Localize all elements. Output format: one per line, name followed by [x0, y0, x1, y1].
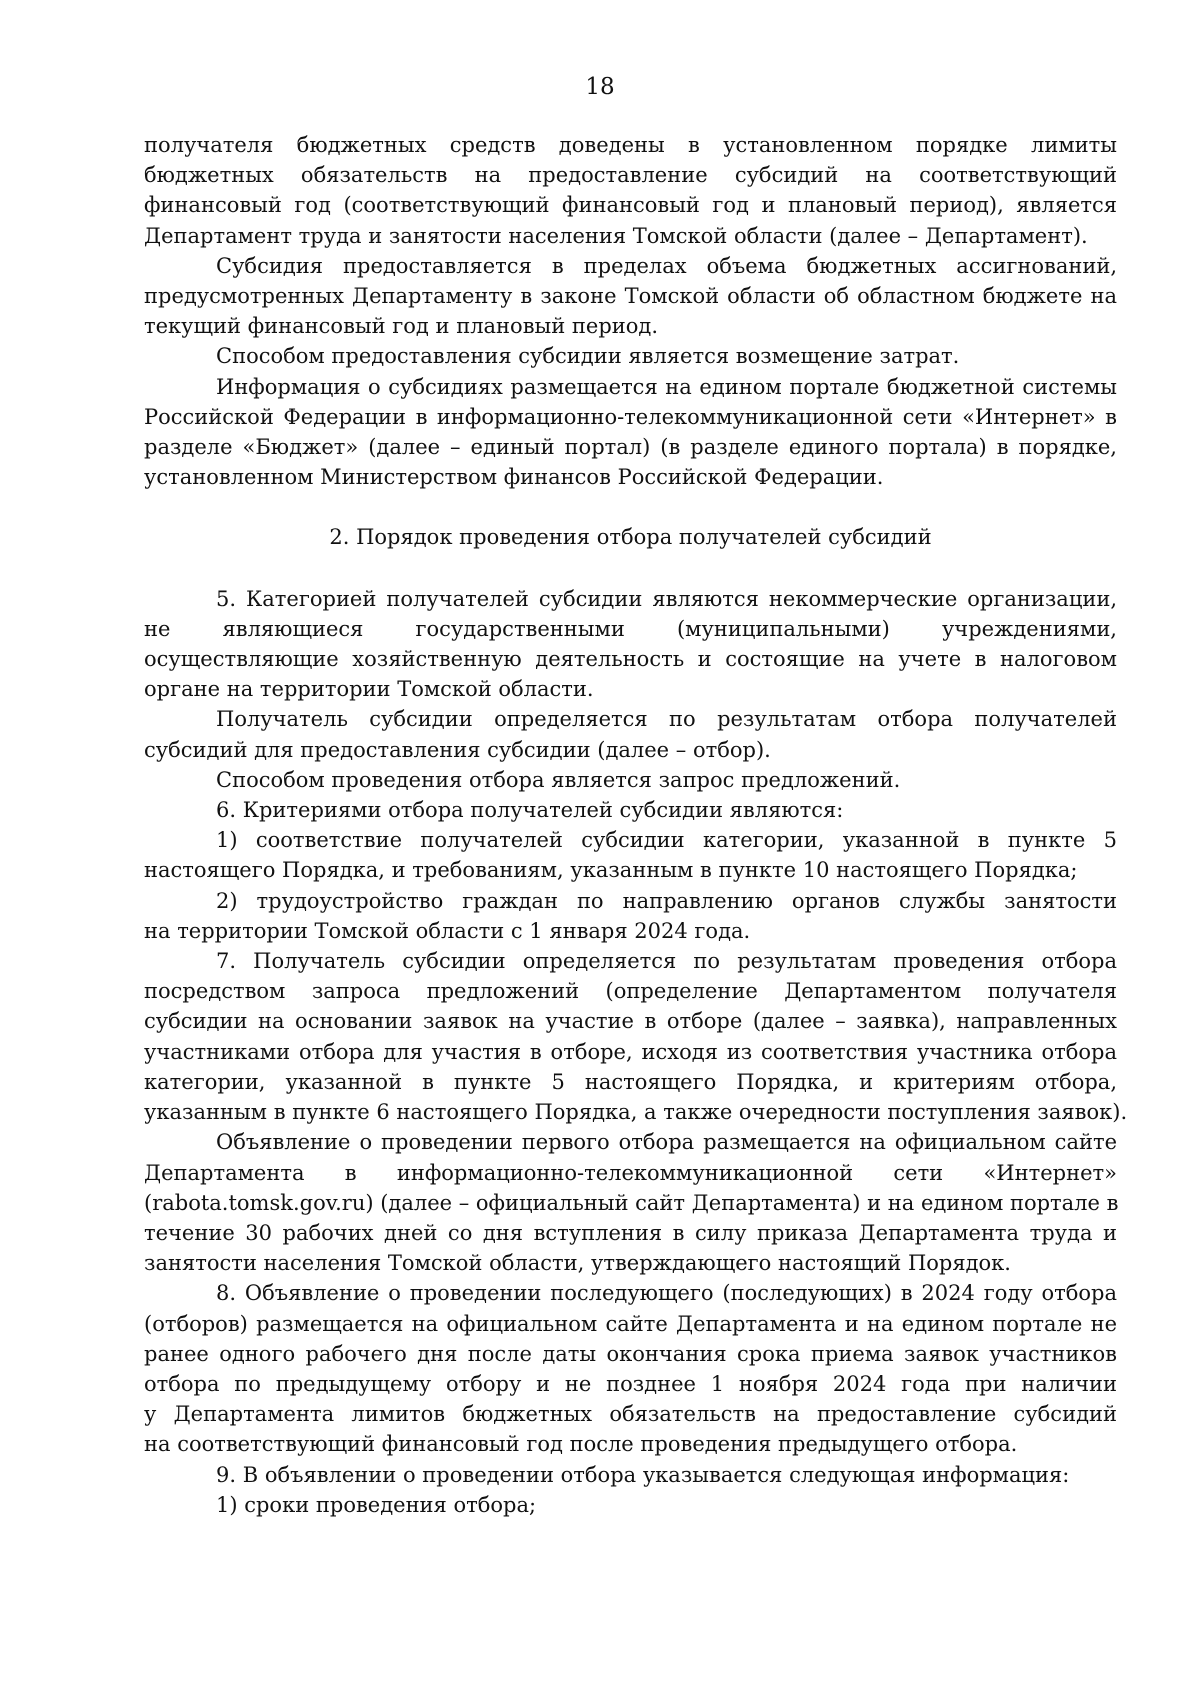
text-line: Получатель субсидии определяется по результатам отбора получателей	[216, 707, 1117, 732]
text-line: бюджетных обязательств на предоставление субсидий на соответствующий	[144, 163, 1117, 188]
text-line: предусмотренных Департаменту в законе Томской области об областном бюджете на	[144, 284, 1117, 309]
section-2-body	[144, 584, 1128, 1520]
text-line: Российской Федерации в информационно-телекоммуникационной сети «Интернет» в	[144, 404, 1117, 429]
text-line: осуществляющие хозяйственную деятельность и состоящие на учете в налоговом	[144, 647, 1117, 672]
text-line: (отборов) размещается на официальном сайте Департамента и на едином портале не	[144, 1311, 1117, 1336]
text-line: субсидий для предоставления субсидии (далее – отбор).	[144, 737, 771, 762]
text-line: Способом проведения отбора является запрос предложений.	[216, 767, 901, 792]
text-line: не являющиеся государственными (муниципальными) учреждениями,	[144, 616, 1117, 641]
text-line: 6. Критериями отбора получателей субсидии являются:	[216, 798, 844, 823]
document-body	[144, 130, 1128, 1520]
text-line: посредством запроса предложений (определение Департаментом получателя	[144, 979, 1117, 1004]
text-line: Объявление о проведении первого отбора размещается на официальном сайте	[216, 1130, 1117, 1155]
section-1-continuation	[144, 130, 1117, 492]
text-line: получателя бюджетных средств доведены в установленном порядке лимиты	[144, 133, 1117, 157]
section-2-heading: 2. Порядок проведения отбора получателей субсидий	[329, 525, 932, 550]
text-line: занятости населения Томской области, утверждающего настоящий Порядок.	[144, 1251, 1011, 1276]
text-line: указанным в пункте 6 настоящего Порядка, а также очередности поступления заявок).	[144, 1100, 1128, 1125]
text-line: 2) трудоустройство граждан по направлению органов службы занятости	[216, 888, 1117, 913]
text-line: финансовый год (соответствующий финансовый год и плановый период), является	[144, 193, 1117, 218]
text-line: 9. В объявлении о проведении отбора указывается следующая информация:	[216, 1462, 1070, 1487]
text-line: настоящего Порядка, и требованиям, указанным в пункте 10 настоящего Порядка;	[144, 858, 1078, 883]
text-line: ранее одного рабочего дня после даты окончания срока приема заявок участников	[144, 1341, 1117, 1366]
text-line: разделе «Бюджет» (далее – единый портал) (в разделе единого портала) в порядке,	[144, 435, 1117, 460]
text-line: категории, указанной в пункте 5 настоящего Порядка, и критериям отбора,	[144, 1069, 1117, 1094]
page-number: 18	[585, 74, 615, 100]
text-line: отбора по предыдущему отбору и не позднее 1 ноября 2024 года при наличии	[144, 1371, 1117, 1396]
text-line: 1) сроки проведения отбора;	[216, 1492, 537, 1517]
text-line: течение 30 рабочих дней со дня вступления в силу приказа Департамента труда и	[144, 1220, 1117, 1245]
text-line: 5. Категорией получателей субсидии являются некоммерческие организации,	[216, 586, 1117, 611]
text-line: 7. Получатель субсидии определяется по результатам проведения отбора	[216, 949, 1117, 974]
text-line: органе на территории Томской области.	[144, 677, 594, 702]
text-line: 1) соответствие получателей субсидии категории, указанной в пункте 5	[216, 828, 1117, 853]
text-line: участниками отбора для участия в отборе, исходя из соответствия участника отбора	[144, 1039, 1117, 1064]
text-line: у Департамента лимитов бюджетных обязательств на предоставление субсидий	[144, 1402, 1117, 1427]
text-line: на соответствующий финансовый год после проведения предыдущего отбора.	[144, 1432, 1018, 1457]
text-line: установленном Министерством финансов Российской Федерации.	[144, 465, 884, 490]
text-line: 8. Объявление о проведении последующего (последующих) в 2024 году отбора	[216, 1281, 1117, 1306]
text-line: субсидии на основании заявок на участие в отборе (далее – заявка), направленных	[144, 1009, 1117, 1034]
text-line: Субсидия предоставляется в пределах объема бюджетных ассигнований,	[216, 253, 1117, 278]
text-line: Способом предоставления субсидии является возмещение затрат.	[216, 344, 960, 369]
text-line: Департамента в информационно-телекоммуникационной сети «Интернет»	[144, 1160, 1117, 1185]
text-line: на территории Томской области с 1 января 2024 года.	[144, 918, 751, 943]
text-line: (rabota.tomsk.gov.ru) (далее – официальный сайт Департамента) и на едином портале в	[144, 1190, 1119, 1215]
text-line: Информация о субсидиях размещается на едином портале бюджетной системы	[216, 374, 1117, 399]
text-line: Департамент труда и занятости населения Томской области (далее – Департамент).	[144, 223, 1088, 248]
text-line: текущий финансовый год и плановый период.	[144, 314, 659, 339]
